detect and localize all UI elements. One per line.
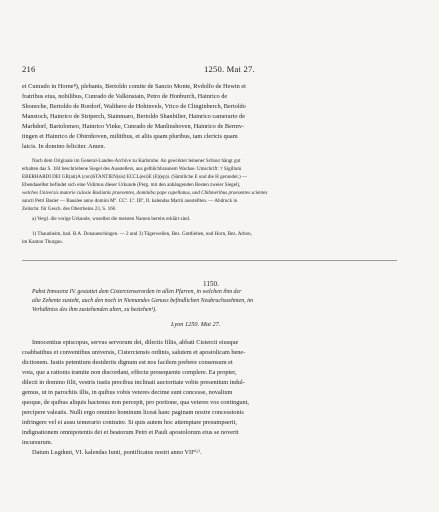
charter-text-line: et Cunrado in Horne⁸), plebanis, Bertoldo comite de Sancto Monte, Rvdolfo de Hewin et bbox=[22, 83, 246, 90]
document-text-line: gemus, ut in parochiis illis, in quibus vobis veteres decime sunt concesse, novalium bbox=[22, 389, 233, 396]
running-header bbox=[22, 64, 399, 76]
closing-line: Datum Lugduni, VI. kalendas Iunii, pontificatus nostri anno VIIº⁽ᵃ⁾. bbox=[32, 449, 202, 456]
source-note-line: erhalten das S. 184 beschriebene Siegel des Ausstellers, aus gelblichbraunem Wachse. Umschrift: † Sigillum bbox=[22, 166, 242, 172]
source-note-line: Ebendaselbst befindet sich eine Vidimus dieser Urkunde (Perg. mit den anhängenden Resten zweier Siegel), bbox=[22, 182, 241, 188]
document-text-line: infringere vel ei ausu temerario contraire. Si quis autem hoc attemptare presumpserit, bbox=[22, 419, 237, 426]
document-text-line: quoque, de quibus aliquis hactenus non percepit, pro portione, qua veteres vos contingunt, bbox=[22, 399, 249, 406]
footnote-marker-note: a) Vergl. die vorige Urkunde, woselbst die meisten Namen bereits erklärt sind. bbox=[32, 216, 191, 222]
document-text-line: Innocentius episcopus, servus servorum dei, dilectis filiis, abbati Cistercii eiusque bbox=[32, 339, 239, 346]
document-text-line: indignationem omnipotentis dei et beatorum Petri et Pauli apostolorum eius se noverit bbox=[22, 429, 239, 436]
source-note-line: Zeitschr. für Gesch. des Oberrheins 23, S. 166. bbox=[22, 206, 117, 212]
document-text-line: dilecti in domino filii, vestris iustis precibus inclinati auctoritate vobis presentium indul- bbox=[22, 379, 245, 386]
document-text-line: coabbatibus et conventibus universis, Cisterciensis ordinis, salutem et apostolicam bene- bbox=[22, 349, 246, 356]
charter-text-line: Manstoch, Hainrico de Striperch, Stainmaro, Bertoldo Shanbilier, Hainrico camerario de bbox=[22, 113, 246, 120]
document-text-line: dictionem. Iustis petentium desideriis dignum est nos facilem prebere consensum et bbox=[22, 359, 233, 366]
source-note-line: EBERHARDI DEI GR(ati)A (con)STANTIEN(sis) ECCL(esi)E (E)(ep)i. (Sämtliche E und die H gerundet.) — bbox=[22, 174, 247, 180]
regest-line: Pabst Innocenz IV. gestattet dem Cistercienserorden in allen Pfarren, in welchen ihm der bbox=[32, 289, 242, 295]
source-note-line: Nach dem Originale im General-Landes-Archive zu Karlsruhe. An gewirkter leinener Schnur hängt gut bbox=[32, 158, 241, 164]
footnote-line: 1) Thaunheim, bad. B.A. Donaueschingen. — 2 und 3) Tägerweilen, Bez. Gottlieben, und Horn, Bez. Arbon, bbox=[32, 231, 252, 237]
document-text-line: vota, que a rationis tramite non discordant, effectu prosequente complere. Ea propter, bbox=[22, 369, 237, 376]
running-heading: 1250. Mai 27. bbox=[204, 64, 255, 74]
source-note-line: sancti Petri Basler — Bauslee anno domini Mº. CCº. Lº. IIIº, II. kalendas Martii ausstellten. — Abdruck in bbox=[22, 198, 238, 204]
document-number: 1150. bbox=[203, 280, 219, 289]
document-text-line: incursurum. bbox=[22, 439, 53, 446]
dateline: Lyon 1250. Mai 27. bbox=[171, 321, 221, 328]
source-note-line: welches Universis mutorie culosie Baslianis praesentes, dominiba pape capellanus, und Chibmeribus praesentes scientes bbox=[22, 190, 268, 196]
regest-line: alte Zehente zusteht, auch den noch in Niemandes Genuss befindlichen Neubruchszehnten, im bbox=[32, 298, 254, 304]
section-divider bbox=[22, 260, 397, 261]
charter-text-line: Marhdorf, Bartolomeo, Hainrico Vinke, Cunrado de Manlinshoven, Hainrico de Bermv- bbox=[22, 123, 245, 130]
charter-text-line: fratribus eius, nobilibus, Cunrado de Valkinstain, Petro de Honburch, Hainrico de bbox=[22, 93, 228, 100]
footnote-line: im Kanton Thurgau. bbox=[22, 239, 63, 245]
charter-text-line: laicis. In domino feliciter. Amen. bbox=[22, 143, 106, 150]
document-text-line: percipere valeatis. Nulli ergo omnino hominum liceat hanc paginam nostre concessionis bbox=[22, 409, 244, 416]
regest-line: Verhältniss des ihm zustehenden alten, zu beziehen¹). bbox=[32, 307, 157, 313]
charter-text-line: Shoneche, Bertoldo de Rordorf, Walthero de Hohinvels, Vrico de Clinginberch, Bertoldo bbox=[22, 103, 246, 110]
page-number: 216 bbox=[22, 64, 36, 74]
charter-text-line: tingen et Hainrico de Obirnhoven, militibus, et aliis quam pluribus, tam clericis quam bbox=[22, 133, 238, 140]
